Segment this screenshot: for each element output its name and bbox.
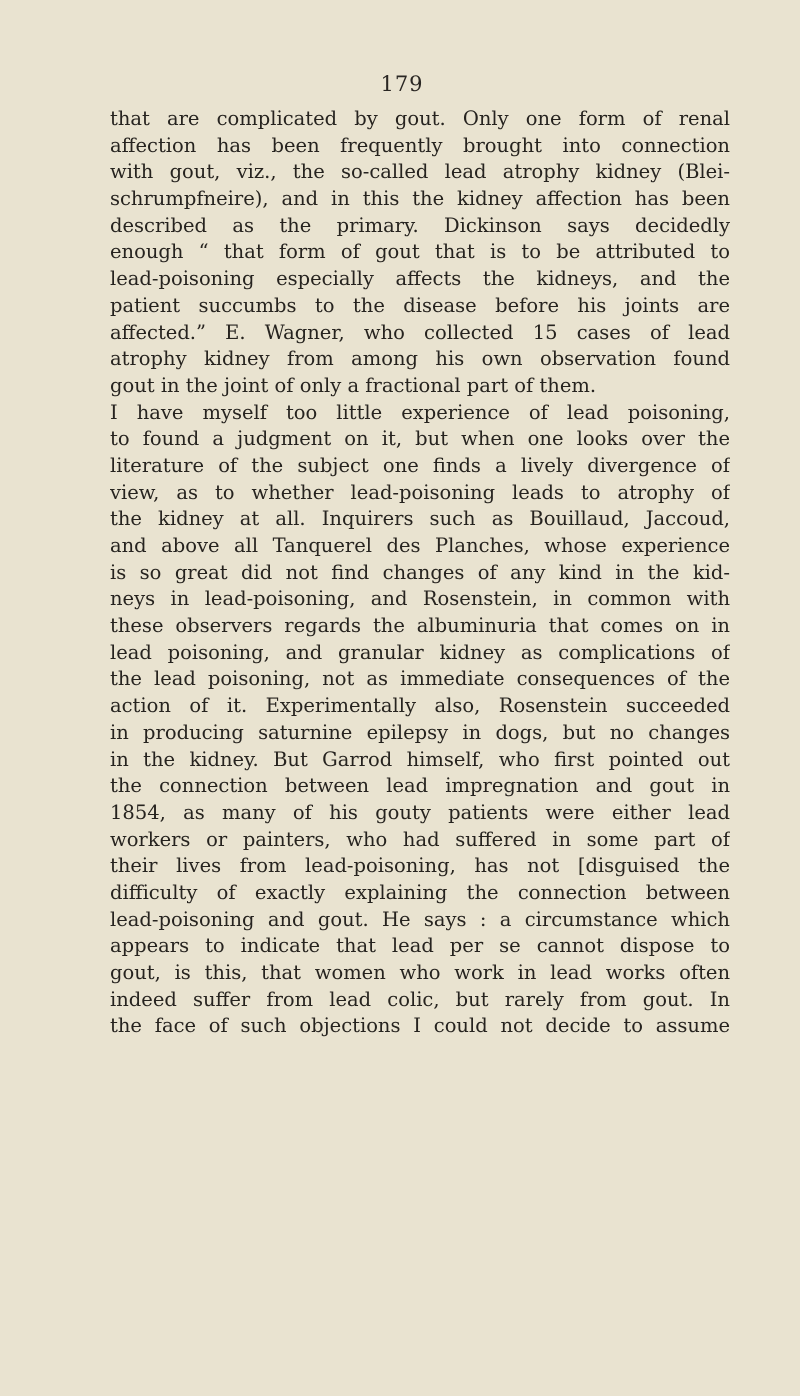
text-line: literature of the subject one finds a lively divergence of (110, 453, 730, 477)
text-line: the connection between lead impregnation and gout in (110, 774, 730, 798)
text-line: lead poisoning, and granular kidney as complications of (110, 640, 730, 664)
page-number: 179 (380, 72, 424, 96)
body-text (110, 106, 730, 1040)
text-line: the lead poisoning, not as immediate consequences of the (110, 667, 730, 691)
text-line: lead-poisoning and gout. He says : a circumstance which (110, 907, 730, 931)
text-line: these observers regards the albuminuria that comes on in (110, 614, 730, 638)
text-line: gout in the joint of only a fractional part of them. (110, 373, 597, 397)
text-line: indeed suffer from lead colic, but rarely from gout. In (110, 987, 730, 1011)
text-line: workers or painters, who had suffered in some part of (110, 827, 730, 851)
text-line: enough “ that form of gout that is to be attributed to (110, 240, 730, 264)
text-line: the kidney at all. Inquirers such as Bouillaud, Jaccoud, (110, 507, 730, 531)
text-line: affection has been frequently brought into connection (110, 133, 730, 157)
text-line: gout, is this, that women who work in lead works often (110, 961, 730, 984)
text-line: the face of such objections I could not decide to assume (110, 1014, 730, 1038)
text-line: view, as to whether lead-poisoning leads to atrophy of (110, 480, 730, 504)
text-line: 1854, as many of his gouty patients were either lead (110, 800, 730, 824)
text-line: lead-poisoning especially affects the kidneys, and the (110, 267, 730, 291)
text-line: in the kidney. But Garrod himself, who first pointed out (110, 747, 730, 771)
text-line: neys in lead-poisoning, and Rosenstein, in common with (110, 587, 730, 611)
text-line: their lives from lead-poisoning, has not [disguised the (110, 854, 730, 878)
text-line: that are complicated by gout. Only one form of renal (110, 107, 730, 130)
text-line: patient succumbs to the disease before his joints are (110, 293, 730, 317)
text-line: to found a judgment on it, but when one looks over the (110, 427, 730, 451)
text-line: schrumpfneire), and in this the kidney affection has been (110, 187, 730, 211)
text-line: appears to indicate that lead per se cannot dispose to (110, 934, 730, 958)
text-line: is so great did not find changes of any kind in the kid- (110, 560, 730, 584)
text-line: and above all Tanquerel des Planches, whose experience (110, 534, 730, 557)
text-line: described as the primary. Dickinson says decidedly (110, 213, 730, 237)
text-line: affected.” E. Wagner, who collected 15 cases of lead (110, 320, 730, 344)
text-line: action of it. Experimentally also, Rosenstein succeeded (110, 694, 730, 718)
text-line: in producing saturnine epilepsy in dogs, but no changes (110, 720, 730, 744)
text-line: atrophy kidney from among his own observation found (110, 347, 730, 371)
text-line: difficulty of exactly explaining the connection between (110, 880, 730, 904)
text-line: with gout, viz., the so-called lead atrophy kidney (Blei- (110, 160, 730, 184)
text-line: I have myself too little experience of lead poisoning, (110, 400, 730, 424)
